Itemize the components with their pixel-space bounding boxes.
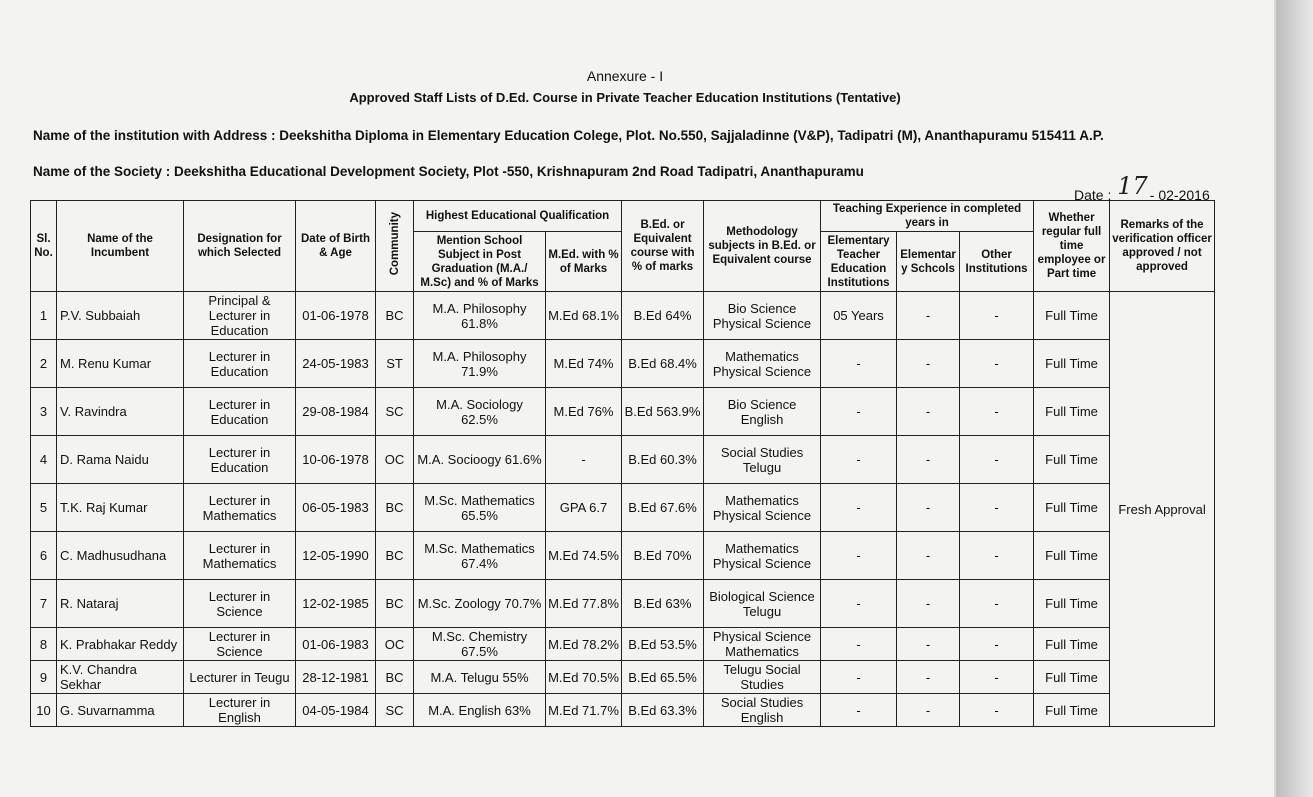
- header-elementary-teacher: Elementary Teacher Education Institutions: [821, 232, 897, 292]
- cell-dob: 10-06-1978: [296, 436, 376, 484]
- cell-name: G. Suvarnamma: [57, 694, 184, 727]
- cell-dob: 04-05-1984: [296, 694, 376, 727]
- cell-sl: 2: [31, 340, 57, 388]
- cell-exp-ete: -: [821, 388, 897, 436]
- cell-dob: 28-12-1981: [296, 661, 376, 694]
- cell-med: GPA 6.7: [546, 484, 622, 532]
- cell-sl: 1: [31, 292, 57, 340]
- header-teaching-experience: Teaching Experience in completed years in: [821, 201, 1034, 232]
- cell-regular: Full Time: [1034, 340, 1110, 388]
- staff-table: [30, 200, 1215, 727]
- header-community-label: Community: [388, 212, 401, 276]
- cell-dob: 01-06-1978: [296, 292, 376, 340]
- institution-line: Name of the institution with Address : Deekshitha Diploma in Elementary Education Colege, Plot. No.550, Sajjaladinne (V&P), Tadipatri (M), Ananthapuramu 515411 A.P.: [33, 128, 1104, 143]
- cell-designation: Lecturer in English: [184, 694, 296, 727]
- cell-dob: 12-05-1990: [296, 532, 376, 580]
- header-highest-qualification: Highest Educational Qualification: [414, 201, 622, 232]
- cell-regular: Full Time: [1034, 388, 1110, 436]
- cell-designation: Lecturer in Science: [184, 580, 296, 628]
- header-community: [376, 201, 414, 292]
- cell-dob: 06-05-1983: [296, 484, 376, 532]
- cell-med: M.Ed 68.1%: [546, 292, 622, 340]
- cell-name: P.V. Subbaiah: [57, 292, 184, 340]
- cell-bed: B.Ed 53.5%: [622, 628, 704, 661]
- cell-bed: B.Ed 63.3%: [622, 694, 704, 727]
- header-mention-school: Mention School Subject in Post Graduation (M.A./ M.Sc) and % of Marks: [414, 232, 546, 292]
- cell-bed: B.Ed 65.5%: [622, 661, 704, 694]
- table-row: [31, 694, 1215, 727]
- cell-designation: Lecturer in Mathematics: [184, 484, 296, 532]
- cell-community: SC: [376, 694, 414, 727]
- handwritten-day: 17: [1117, 172, 1148, 200]
- cell-designation: Lecturer in Teugu: [184, 661, 296, 694]
- cell-exp-es: -: [897, 694, 960, 727]
- cell-methodology: Physical Science Mathematics: [704, 628, 821, 661]
- cell-exp-oi: -: [960, 661, 1034, 694]
- cell-bed: B.Ed 67.6%: [622, 484, 704, 532]
- cell-community: SC: [376, 388, 414, 436]
- cell-pg: M.Sc. Zoology 70.7%: [414, 580, 546, 628]
- cell-dob: 01-06-1983: [296, 628, 376, 661]
- scan-edge: [1276, 0, 1313, 797]
- cell-med: M.Ed 77.8%: [546, 580, 622, 628]
- cell-name: V. Ravindra: [57, 388, 184, 436]
- cell-sl: 5: [31, 484, 57, 532]
- header-other-institutions: Other Institutions: [960, 232, 1034, 292]
- cell-regular: Full Time: [1034, 580, 1110, 628]
- table-row: [31, 661, 1215, 694]
- cell-exp-es: -: [897, 628, 960, 661]
- cell-designation: Lecturer in Mathematics: [184, 532, 296, 580]
- cell-dob: 24-05-1983: [296, 340, 376, 388]
- cell-sl: 4: [31, 436, 57, 484]
- cell-sl: 10: [31, 694, 57, 727]
- cell-pg: M.A. English 63%: [414, 694, 546, 727]
- cell-methodology: Mathematics Physical Science: [704, 484, 821, 532]
- header-sl-no: Sl. No.: [31, 201, 57, 292]
- cell-name: K. Prabhakar Reddy: [57, 628, 184, 661]
- cell-pg: M.Sc. Mathematics 67.4%: [414, 532, 546, 580]
- cell-designation: Lecturer in Education: [184, 340, 296, 388]
- cell-exp-ete: 05 Years: [821, 292, 897, 340]
- date-rest: - 02-2016: [1149, 187, 1210, 203]
- cell-name: C. Madhusudhana: [57, 532, 184, 580]
- table-row: [31, 484, 1215, 532]
- cell-exp-es: -: [897, 580, 960, 628]
- cell-bed: B.Ed 70%: [622, 532, 704, 580]
- cell-regular: Full Time: [1034, 436, 1110, 484]
- cell-dob: 29-08-1984: [296, 388, 376, 436]
- document-subtitle: Approved Staff Lists of D.Ed. Course in Private Teacher Education Institutions (Tentative): [349, 90, 901, 105]
- cell-methodology: Mathematics Physical Science: [704, 340, 821, 388]
- cell-exp-es: -: [897, 340, 960, 388]
- cell-exp-es: -: [897, 661, 960, 694]
- header-elementary-schools: Elementar y Schcols: [897, 232, 960, 292]
- cell-methodology: Social Studies English: [704, 694, 821, 727]
- cell-community: BC: [376, 661, 414, 694]
- table-row: [31, 388, 1215, 436]
- cell-community: OC: [376, 436, 414, 484]
- cell-pg: M.A. Socioogy 61.6%: [414, 436, 546, 484]
- table-row: [31, 436, 1215, 484]
- cell-sl: 3: [31, 388, 57, 436]
- cell-name: D. Rama Naidu: [57, 436, 184, 484]
- cell-exp-ete: -: [821, 694, 897, 727]
- cell-exp-ete: -: [821, 484, 897, 532]
- table-row: [31, 340, 1215, 388]
- cell-med: M.Ed 70.5%: [546, 661, 622, 694]
- header-regular: Whether regular full time employee or Part time: [1034, 201, 1110, 292]
- annexure-title: Annexure - I: [586, 68, 664, 84]
- cell-exp-ete: -: [821, 532, 897, 580]
- cell-med: M.Ed 76%: [546, 388, 622, 436]
- cell-bed: B.Ed 563.9%: [622, 388, 704, 436]
- cell-exp-ete: -: [821, 340, 897, 388]
- cell-med: M.Ed 74%: [546, 340, 622, 388]
- cell-exp-es: -: [897, 484, 960, 532]
- header-bed: B.Ed. or Equivalent course with % of marks: [622, 201, 704, 292]
- cell-exp-ete: -: [821, 628, 897, 661]
- cell-exp-oi: -: [960, 694, 1034, 727]
- header-dob: Date of Birth & Age: [296, 201, 376, 292]
- header-designation: Designation for which Selected: [184, 201, 296, 292]
- cell-exp-ete: -: [821, 436, 897, 484]
- cell-exp-oi: -: [960, 388, 1034, 436]
- cell-sl: 8: [31, 628, 57, 661]
- cell-bed: B.Ed 60.3%: [622, 436, 704, 484]
- cell-exp-oi: -: [960, 532, 1034, 580]
- header-name: Name of the Incumbent: [57, 201, 184, 292]
- cell-community: BC: [376, 580, 414, 628]
- cell-sl: 9: [31, 661, 57, 694]
- cell-pg: M.Sc. Mathematics 65.5%: [414, 484, 546, 532]
- table-row: [31, 532, 1215, 580]
- cell-community: BC: [376, 292, 414, 340]
- cell-designation: Principal & Lecturer in Education: [184, 292, 296, 340]
- cell-regular: Full Time: [1034, 292, 1110, 340]
- cell-pg: M.A. Telugu 55%: [414, 661, 546, 694]
- cell-methodology: Bio Science Physical Science: [704, 292, 821, 340]
- cell-community: OC: [376, 628, 414, 661]
- cell-regular: Full Time: [1034, 484, 1110, 532]
- header-remarks: Remarks of the verification officer approved / not approved: [1110, 201, 1215, 292]
- table-row: [31, 292, 1215, 340]
- cell-methodology: Bio Science English: [704, 388, 821, 436]
- cell-methodology: Social Studies Telugu: [704, 436, 821, 484]
- cell-community: BC: [376, 532, 414, 580]
- cell-exp-oi: -: [960, 340, 1034, 388]
- cell-bed: B.Ed 64%: [622, 292, 704, 340]
- cell-methodology: Mathematics Physical Science: [704, 532, 821, 580]
- cell-regular: Full Time: [1034, 661, 1110, 694]
- cell-med: M.Ed 74.5%: [546, 532, 622, 580]
- cell-exp-es: -: [897, 436, 960, 484]
- date-label: Date :: [1074, 187, 1112, 203]
- table-row: [31, 628, 1215, 661]
- cell-name: T.K. Raj Kumar: [57, 484, 184, 532]
- cell-sl: 7: [31, 580, 57, 628]
- cell-pg: M.A. Philosophy 61.8%: [414, 292, 546, 340]
- cell-pg: M.A. Philosophy 71.9%: [414, 340, 546, 388]
- cell-name: M. Renu Kumar: [57, 340, 184, 388]
- cell-exp-oi: -: [960, 292, 1034, 340]
- cell-bed: B.Ed 63%: [622, 580, 704, 628]
- cell-regular: Full Time: [1034, 628, 1110, 661]
- table-row: [31, 580, 1215, 628]
- header-methodology: Methodology subjects in B.Ed. or Equivalent course: [704, 201, 821, 292]
- cell-exp-oi: -: [960, 580, 1034, 628]
- cell-name: R. Nataraj: [57, 580, 184, 628]
- cell-pg: M.A. Sociology 62.5%: [414, 388, 546, 436]
- cell-regular: Full Time: [1034, 694, 1110, 727]
- cell-med: -: [546, 436, 622, 484]
- cell-name: K.V. Chandra Sekhar: [57, 661, 184, 694]
- cell-dob: 12-02-1985: [296, 580, 376, 628]
- cell-exp-es: -: [897, 388, 960, 436]
- header-med: M.Ed. with % of Marks: [546, 232, 622, 292]
- cell-community: BC: [376, 484, 414, 532]
- cell-designation: Lecturer in Science: [184, 628, 296, 661]
- cell-exp-oi: -: [960, 484, 1034, 532]
- cell-exp-ete: -: [821, 580, 897, 628]
- cell-exp-es: -: [897, 532, 960, 580]
- cell-med: M.Ed 78.2%: [546, 628, 622, 661]
- cell-bed: B.Ed 68.4%: [622, 340, 704, 388]
- cell-exp-es: -: [897, 292, 960, 340]
- cell-pg: M.Sc. Chemistry 67.5%: [414, 628, 546, 661]
- cell-exp-oi: -: [960, 628, 1034, 661]
- cell-regular: Full Time: [1034, 532, 1110, 580]
- cell-methodology: Biological Science Telugu: [704, 580, 821, 628]
- cell-exp-ete: -: [821, 661, 897, 694]
- society-line: Name of the Society : Deekshitha Educational Development Society, Plot -550, Krishnapuram 2nd Road Tadipatri, Ananthapuramu: [33, 164, 864, 179]
- cell-methodology: Telugu Social Studies: [704, 661, 821, 694]
- cell-sl: 6: [31, 532, 57, 580]
- cell-community: ST: [376, 340, 414, 388]
- cell-remarks: Fresh Approval: [1110, 292, 1215, 727]
- cell-designation: Lecturer in Education: [184, 436, 296, 484]
- cell-designation: Lecturer in Education: [184, 388, 296, 436]
- cell-exp-oi: -: [960, 436, 1034, 484]
- cell-med: M.Ed 71.7%: [546, 694, 622, 727]
